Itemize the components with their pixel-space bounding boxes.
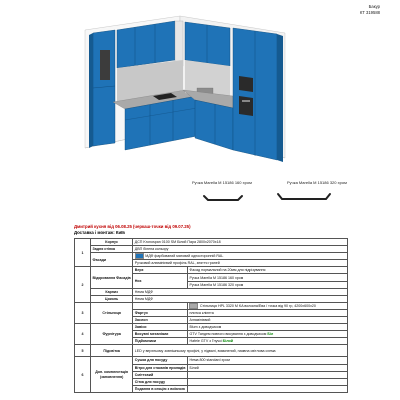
handle-drawings: [0, 188, 400, 218]
table-row: Сітка для посуду: [75, 378, 348, 385]
table-row: 3 Стільниця Стільниця HPL 3320 M KA волокна/Ева / точка від 90 гр, 4200х600х20: [75, 302, 348, 309]
client-name: Бакур: [368, 4, 380, 9]
order-code: КТ 319588: [359, 9, 380, 15]
delivery-note: Доставка і монтаж: Київ: [74, 229, 125, 235]
table-row: Ручковий алюмінієвий профіль RAL, зняття граней: [75, 260, 348, 267]
order-dates: Дмитрий кухня від 06.08.25 (черкаш-точки від 09.07.25): [74, 224, 191, 229]
order-notes: [74, 224, 191, 235]
table-row: Ручка Marella M 15186 320 хром: [75, 281, 348, 288]
spec-table: [74, 238, 348, 393]
handle-caption-320: Ручка Marella M 15186 320 хром: [287, 180, 347, 185]
color-swatch: [135, 253, 144, 259]
table-row: Заслон Алюмінієвий: [75, 317, 348, 324]
worktop-swatch: [189, 303, 198, 309]
table-row: 5 Підсвітка LED у верхньому зовнішньому профілі, у підвалі, вимкнений, наявна світлова схема: [75, 345, 348, 357]
table-row: 2 Відкривання Фасадів Верх Фасад нормальний на 20мм для підрізування: [75, 267, 348, 274]
table-row: 1 Корпус ДСП Kronospan 0100 SM Білий Пара 2800х2070х18: [75, 239, 348, 246]
kitchen-render: [55, 8, 355, 178]
table-row: Карниз Нема МДФ: [75, 288, 348, 295]
table-row: Задня стінка ДВП білена кольору: [75, 246, 348, 253]
table-row: Висувні механізми GTV Тандем повного висування з доводчиком Біл: [75, 331, 348, 338]
handle-320-icon: [278, 194, 330, 199]
table-row: Сміттєвий: [75, 371, 348, 378]
table-row: 4 Фурнітура Завіси Blum з доводчиком: [75, 324, 348, 331]
handle-caption-160: Ручка Marella M 15186 160 хром: [192, 180, 252, 185]
handle-160-icon: [204, 196, 242, 200]
table-row: Вітри для стаканів приладів Білий: [75, 364, 348, 371]
table-row: Фартух плитка клієнта: [75, 309, 348, 316]
table-row: Фасади МДФ фарбований матовий односторонній RAL: [75, 253, 348, 260]
table-row: Підйомники Hafele GTV з Гнучкі Білий: [75, 338, 348, 345]
table-row: Подання в секцію з виїзною: [75, 385, 348, 392]
table-row: 6 Доп. комплектація (заповнення) Сушка для посуду Нема 800 standard хром: [75, 357, 348, 364]
table-row: Цоколь Нема МДФ: [75, 295, 348, 302]
table-row: Низ Ручка Marella M 15186 160 хром: [75, 274, 348, 281]
document-header: [360, 4, 380, 15]
